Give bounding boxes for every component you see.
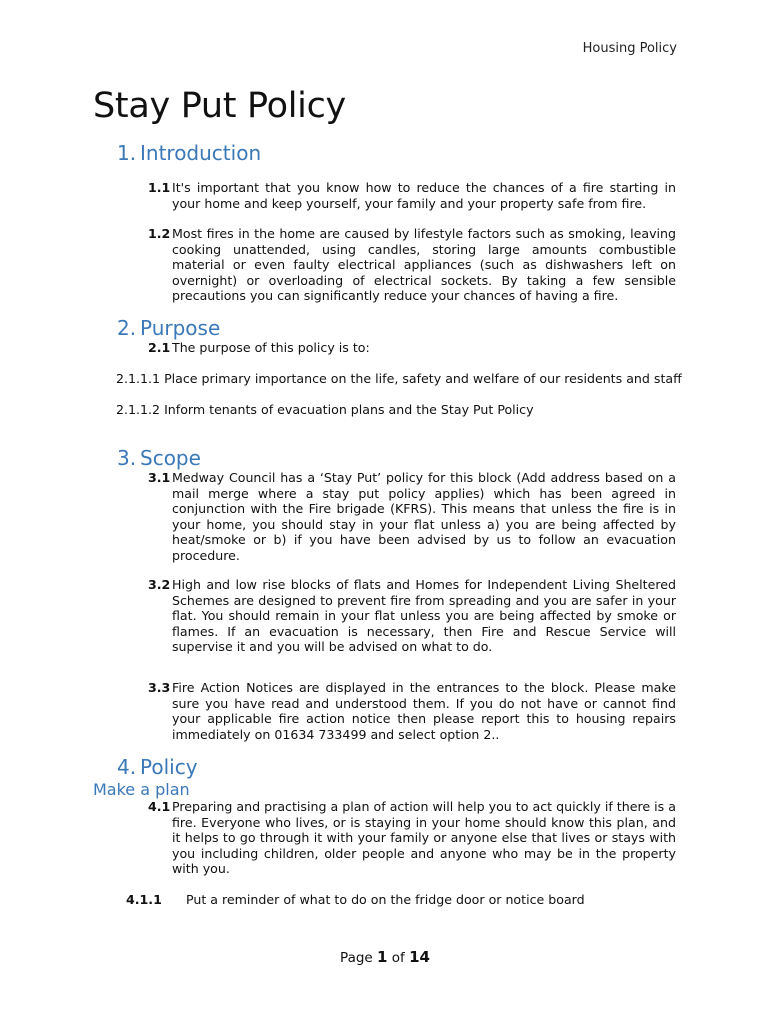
section-number: 1. — [117, 141, 137, 165]
section-heading-introduction — [117, 141, 261, 165]
section-number: 2. — [117, 316, 137, 340]
list-item-2-1-1-1: 2.1.1.1 Place primary importance on the life, safety and welfare of our residents and staff — [116, 371, 682, 386]
paragraph-text: Most fires in the home are caused by lifestyle factors such as smoking, leaving cooking unattended, using candles, storing large amounts combustible material or even faulty electrical appliances (such as dishwashers left on overnight) or overloading of electrical sockets. By taking a few sensible precautions you can significantly reduce your chances of having a fire. — [172, 226, 676, 304]
paragraph-number: 4.1 — [148, 799, 171, 814]
paragraph-text: Put a reminder of what to do on the fridge door or notice board — [186, 892, 585, 907]
section-title: Purpose — [140, 316, 221, 340]
paragraph-number: 3.2 — [148, 577, 171, 592]
paragraph-text: Medway Council has a ‘Stay Put’ policy for this block (Add address based on a mail merge where a stay put policy applies) which has been agreed in conjunction with the Fire brigade (KFRS). This means that unless the fire is in your home, you should stay in your flat unless a) you are being affected by heat/smoke or b) if you have been advised by us to follow an evacuation procedure. — [172, 470, 676, 563]
section-number: 3. — [117, 446, 137, 470]
subheading-make-a-plan: Make a plan — [93, 780, 190, 799]
section-heading-purpose — [117, 316, 220, 340]
paragraph-1-2 — [148, 226, 676, 304]
running-header: Housing Policy — [582, 41, 677, 56]
list-item-2-1-1-2: 2.1.1.2 Inform tenants of evacuation plans and the Stay Put Policy — [116, 402, 534, 417]
section-title: Scope — [140, 446, 201, 470]
of-label: of — [391, 950, 405, 966]
page-label: Page — [340, 950, 373, 966]
paragraph-text: It's important that you know how to reduce the chances of a fire starting in your home and keep yourself, your family and your property safe from fire. — [172, 180, 676, 211]
paragraph-3-3 — [148, 680, 676, 742]
section-title: Introduction — [140, 141, 262, 165]
paragraph-text: Preparing and practising a plan of action will help you to act quickly if there is a fire. Everyone who lives, or is staying in your home should know this plan, and it helps to go through it with your family or anyone else that lives or stays with you including children, older people and anyone who may be in the property with you. — [172, 799, 676, 877]
total-pages-number: 14 — [409, 948, 430, 966]
paragraph-3-1 — [148, 470, 676, 564]
paragraph-number: 3.1 — [148, 470, 171, 485]
paragraph-number: 3.3 — [148, 680, 171, 695]
section-heading-scope — [117, 446, 201, 470]
section-title: Policy — [140, 755, 198, 779]
paragraph-3-2 — [148, 577, 676, 655]
paragraph-text: Fire Action Notices are displayed in the entrances to the block. Please make sure you have read and understood them. If you do not have or cannot find your applicable fire action notice then please report this to housing repairs immediately on 01634 733499 and select option 2.. — [172, 680, 676, 742]
paragraph-4-1 — [148, 799, 676, 877]
paragraph-number: 1.2 — [148, 226, 171, 241]
current-page-number: 1 — [377, 948, 388, 966]
document-title: Stay Put Policy — [93, 86, 346, 126]
paragraph-2-1 — [148, 340, 676, 356]
page-footer — [0, 948, 770, 966]
paragraph-text: High and low rise blocks of flats and Homes for Independent Living Sheltered Schemes are designed to prevent fire from spreading and you are safer in your flat. You should remain in your flat unless you are being affected by smoke or flames. If an evacuation is necessary, then Fire and Rescue Service will supervise it and you will be advised on what to do. — [172, 577, 676, 655]
paragraph-number: 1.1 — [148, 180, 171, 195]
paragraph-number: 2.1 — [148, 340, 171, 355]
paragraph-1-1 — [148, 180, 676, 211]
section-heading-policy — [117, 755, 198, 779]
paragraph-number: 4.1.1 — [126, 892, 162, 907]
section-number: 4. — [117, 755, 137, 779]
paragraph-4-1-1 — [126, 892, 686, 908]
paragraph-text: The purpose of this policy is to: — [172, 340, 370, 355]
